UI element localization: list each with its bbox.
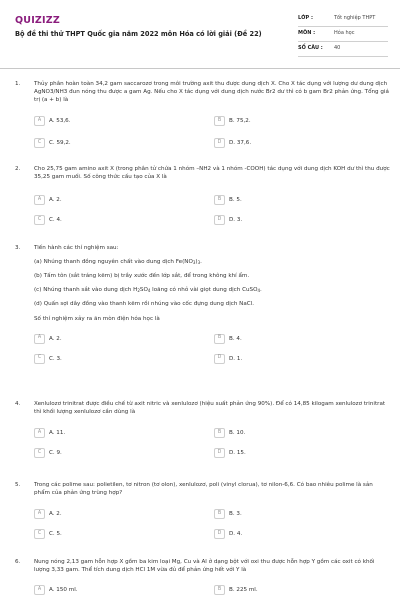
page-header (0, 0, 400, 72)
option-text: D. 15. (229, 450, 246, 457)
option-c[interactable] (34, 528, 62, 540)
option-letter-box: B (214, 195, 225, 205)
option-a[interactable] (34, 115, 71, 127)
option-letter-box: D (214, 529, 225, 539)
options-group (34, 115, 390, 155)
page-title: Bộ đề thi thử THPT Quốc gia năm 2022 môn Hóa có lời giải (Đề 22) (15, 30, 262, 38)
option-text: B. 4. (229, 335, 242, 342)
question-number: 1. (15, 81, 21, 87)
option-d[interactable] (214, 447, 246, 459)
option-b[interactable] (214, 508, 242, 520)
option-letter-box: B (214, 116, 225, 126)
option-text: A. 53,6. (49, 118, 71, 125)
question-2 (15, 165, 390, 234)
option-d[interactable] (214, 353, 242, 365)
question-text: Tiến hành các thí nghiệm sau: (34, 245, 119, 251)
meta-row-subject (298, 27, 388, 42)
option-d[interactable] (214, 214, 242, 226)
option-text: A. 2. (49, 335, 62, 342)
option-letter-box: D (214, 354, 225, 364)
option-text: B. 225 ml. (229, 587, 258, 594)
question-text: Nung nóng 2,13 gam hỗn hợp X gồm ba kim loại Mg, Cu và Al ở dạng bột với oxi thu được hỗn hợp Y gồm các oxit có khối lượng 3,33 gam. Thể tích dung dịch HCl 1M vừa đủ để phản ứng hết với Y là (34, 559, 375, 574)
question-5 (15, 481, 390, 548)
question-3 (15, 244, 390, 373)
options-group (34, 584, 390, 598)
meta-label: SỐ CÂU : (298, 45, 323, 52)
meta-row-class (298, 12, 388, 27)
option-d[interactable] (214, 528, 242, 540)
option-letter-box: A (34, 195, 45, 205)
question-6 (15, 558, 390, 598)
option-letter-box: B (214, 509, 225, 519)
question-number: 2. (15, 166, 21, 172)
question-number: 4. (15, 401, 21, 407)
option-letter-box: C (34, 138, 45, 148)
option-text: B. 75,2. (229, 118, 251, 125)
option-text: C. 59,2. (49, 140, 71, 147)
question-number: 5. (15, 482, 21, 488)
option-d[interactable] (214, 137, 251, 149)
option-b[interactable] (214, 427, 245, 439)
option-letter-box: A (34, 334, 45, 344)
option-text: A. 11. (49, 430, 66, 437)
question-4 (15, 400, 390, 467)
meta-value: Tốt nghiệp THPT (334, 15, 376, 22)
option-letter-box: B (214, 334, 225, 344)
option-letter-box: D (214, 448, 225, 458)
question-number: 6. (15, 559, 21, 565)
question-text: Cho 25,75 gam amino axit X (trong phân tử chứa 1 nhóm –NH2 và 1 nhóm -COOH) tác dụng với dung dịch KOH dư thì thu được 35,25 gam muối. Số công thức cấu tạo của X là (34, 166, 390, 181)
option-a[interactable] (34, 427, 65, 439)
option-b[interactable] (214, 115, 251, 127)
experiment-line: (c) Nhúng thanh sắt vào dung dịch $H_2SO_4$ loãng có nhỏ vài giọt dung dịch CuSO$_4$. (34, 287, 262, 294)
option-letter-box: C (34, 529, 45, 539)
question-text: Trong các polime sau: polietilen, tơ nitron (tơ olon), xenlulozơ, poli (vinyl clorua), tơ nilon-6,6. Có bao nhiêu polime là sản phẩm của phản ứng trùng hợp? (34, 482, 373, 497)
option-b[interactable] (214, 584, 258, 596)
option-text: B. 3. (229, 511, 242, 518)
option-letter-box: C (34, 448, 45, 458)
option-text: D. 1. (229, 355, 243, 362)
option-text: A. 2. (49, 197, 62, 204)
option-letter-box: A (34, 428, 45, 438)
option-a[interactable] (34, 508, 62, 520)
question-text: Xenlulozơ trinitrat được điều chế từ axit nitric và xenlulozơ (hiệu suất phản ứng 90%). Để có 14,85 kilogam xenlulozơ trinitrat thì khối lượng xenlulozơ cần dùng là (34, 401, 386, 416)
experiment-line: (d) Quấn sợi dây đồng vào thanh kẽm rồi nhúng vào cốc đựng dung dịch NaCl. (34, 301, 255, 308)
question-prompt: Số thí nghiệm xảy ra ăn mòn điện hóa học là (34, 315, 160, 322)
option-letter-box: A (34, 116, 45, 126)
option-letter-box: D (214, 138, 225, 148)
option-text: D. 37,6. (229, 140, 252, 147)
option-text: B. 10. (229, 430, 246, 437)
option-letter-box: B (214, 428, 225, 438)
meta-info (298, 12, 388, 57)
option-text: C. 3. (49, 355, 62, 362)
experiment-line: (a) Nhúng thanh đồng nguyên chất vào dung dịch $Fe(NO_3)_3$. (34, 259, 202, 266)
option-text: C. 9. (49, 450, 62, 457)
header-divider (0, 68, 400, 69)
meta-label: MÔN : (298, 30, 316, 37)
options-group (34, 427, 390, 467)
option-letter-box: C (34, 215, 45, 225)
options-group (34, 194, 390, 234)
option-letter-box: A (34, 509, 45, 519)
option-a[interactable] (34, 333, 62, 345)
option-letter-box: A (34, 585, 45, 595)
meta-value: Hóa học (334, 30, 355, 37)
meta-value: 40 (334, 45, 341, 52)
question-text: Thủy phân hoàn toàn 34,2 gam saccarozơ trong môi trường axit thu được dung dịch X. Cho X tác dụng với lượng dư dung dịch AgNO3/NH3 đun nóng thu được a gam Ag. Nếu cho X tác dụng với dung dịch nước Br2 dư thì có b gam Br2 phản ứng. Tổng giá trị (a + b) là (34, 81, 389, 104)
option-b[interactable] (214, 333, 242, 345)
option-c[interactable] (34, 353, 62, 365)
question-number: 3. (15, 245, 21, 251)
option-letter-box: D (214, 215, 225, 225)
option-text: D. 4. (229, 531, 243, 538)
option-b[interactable] (214, 194, 242, 206)
option-text: C. 5. (49, 531, 62, 538)
option-a[interactable] (34, 584, 78, 596)
option-c[interactable] (34, 214, 62, 226)
meta-row-count (298, 42, 388, 57)
option-text: A. 2. (49, 511, 62, 518)
quizizz-logo: QUIZIZZ (15, 15, 60, 26)
option-text: C. 4. (49, 217, 62, 224)
option-letter-box: C (34, 354, 45, 364)
options-group (34, 333, 390, 373)
experiment-line: (b) Tấm tôn (sắt tráng kẽm) bị trầy xước đến lớp sắt, để trong không khí ẩm. (34, 273, 250, 280)
meta-label: LỚP : (298, 15, 313, 22)
option-c[interactable] (34, 137, 71, 149)
option-text: D. 3. (229, 217, 243, 224)
question-1 (15, 80, 390, 155)
option-letter-box: B (214, 585, 225, 595)
options-group (34, 508, 390, 548)
option-c[interactable] (34, 447, 62, 459)
option-text: A. 150 ml. (49, 587, 78, 594)
option-text: B. 5. (229, 197, 242, 204)
option-a[interactable] (34, 194, 62, 206)
